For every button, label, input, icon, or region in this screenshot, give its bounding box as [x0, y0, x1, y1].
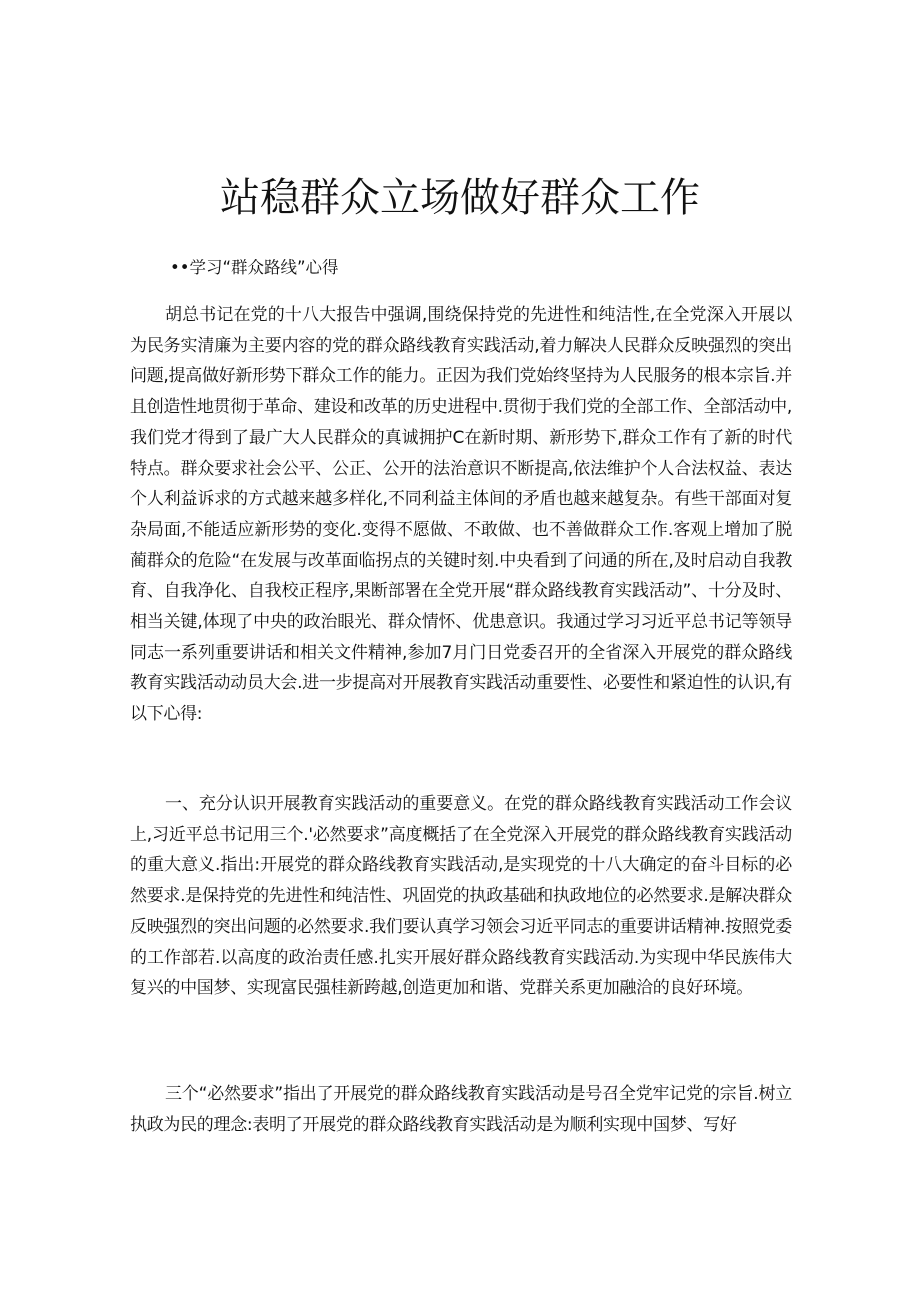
document-subtitle: ••学习“群众路线”心得: [170, 258, 339, 277]
paragraph-intro: 胡总书记在党的十八大报告中强调,围绕保持党的先进性和纯洁性,在全党深入开展以为民务实清廉为主要内容的党的群众路线教育实践活动,着力解决人民群众反映强烈的突出问题,提高做好新形势下群众工作的能力。正因为我们党始终坚持为人民服务的根本宗旨.并且创造性地贯彻于革命、建设和改革的历史进程中.贯彻于我们党的全部工作、全部活动中,我们党才得到了最广大人民群众的真诚拥护C在新时期、新形势下,群众工作有了新的时代特点。群众要求社会公平、公正、公开的法治意识不断提高,依法维护个人合法权益、表达个人利益诉求的方式越来越多样化,不同利益主体间的矛盾也越来越复杂。有些干部面对复杂局面,不能适应新形势的变化.变得不愿做、不敢做、也不善做群众工作.客观上增加了脱蔺群众的危险“在发展与改革面临拐点的关键时刻.中央看到了问通的所在,及时启动自我教育、自我净化、自我校正程序,果断部署在全党开展“群众路线教育实践活动”、十分及时、相当关键,体现了中央的政治眼光、群众情怀、优患意识。我通过学习习近平总书记等领导同志一系列重要讲话和相关文件精神,参加7月门日党委召开的全省深入开展党的群众路线教育实践活动动员大会.进一步提高对开展教育实践活动重要性、必要性和紧迫性的认识,有以下心得:: [130, 305, 792, 725]
paragraph-three-requirements: 三个“必然要求”指出了开展党的群众路线教育实践活动是号召全党牢记党的宗旨.树立执政为民的理念:表明了开展党的群众路线教育实践活动是为顺利实现中国梦、写好: [130, 1084, 792, 1135]
paragraph-section-one: 一、充分认识开展教育实践活动的重要意义。在党的群众路线教育实践活动工作会议上,习近平总书记用三个.'必然要求”高度概括了在全党深入开展党的群众路线教育实践活动的重大意义.指出:开展党的群众路线教育实践活动,是实现党的十八大确定的奋斗目标的必然要求.是保持党的先进性和纯洁性、巩固党的执政基础和执政地位的必然要求.是解决群众反映强烈的突出问题的必然要求.我们要认真学习领会习近平同志的重要讲话精神.按照党委的工作部若.以高度的政治责任感.扎实开展好群众路线教育实践活动.为实现中华民族伟大复兴的中国梦、实现富民强桂新跨越,创造更加和谐、党群关系更加融洽的良好环境。: [130, 794, 792, 999]
document-title: 站稳群众立场做好群众工作: [220, 175, 700, 221]
